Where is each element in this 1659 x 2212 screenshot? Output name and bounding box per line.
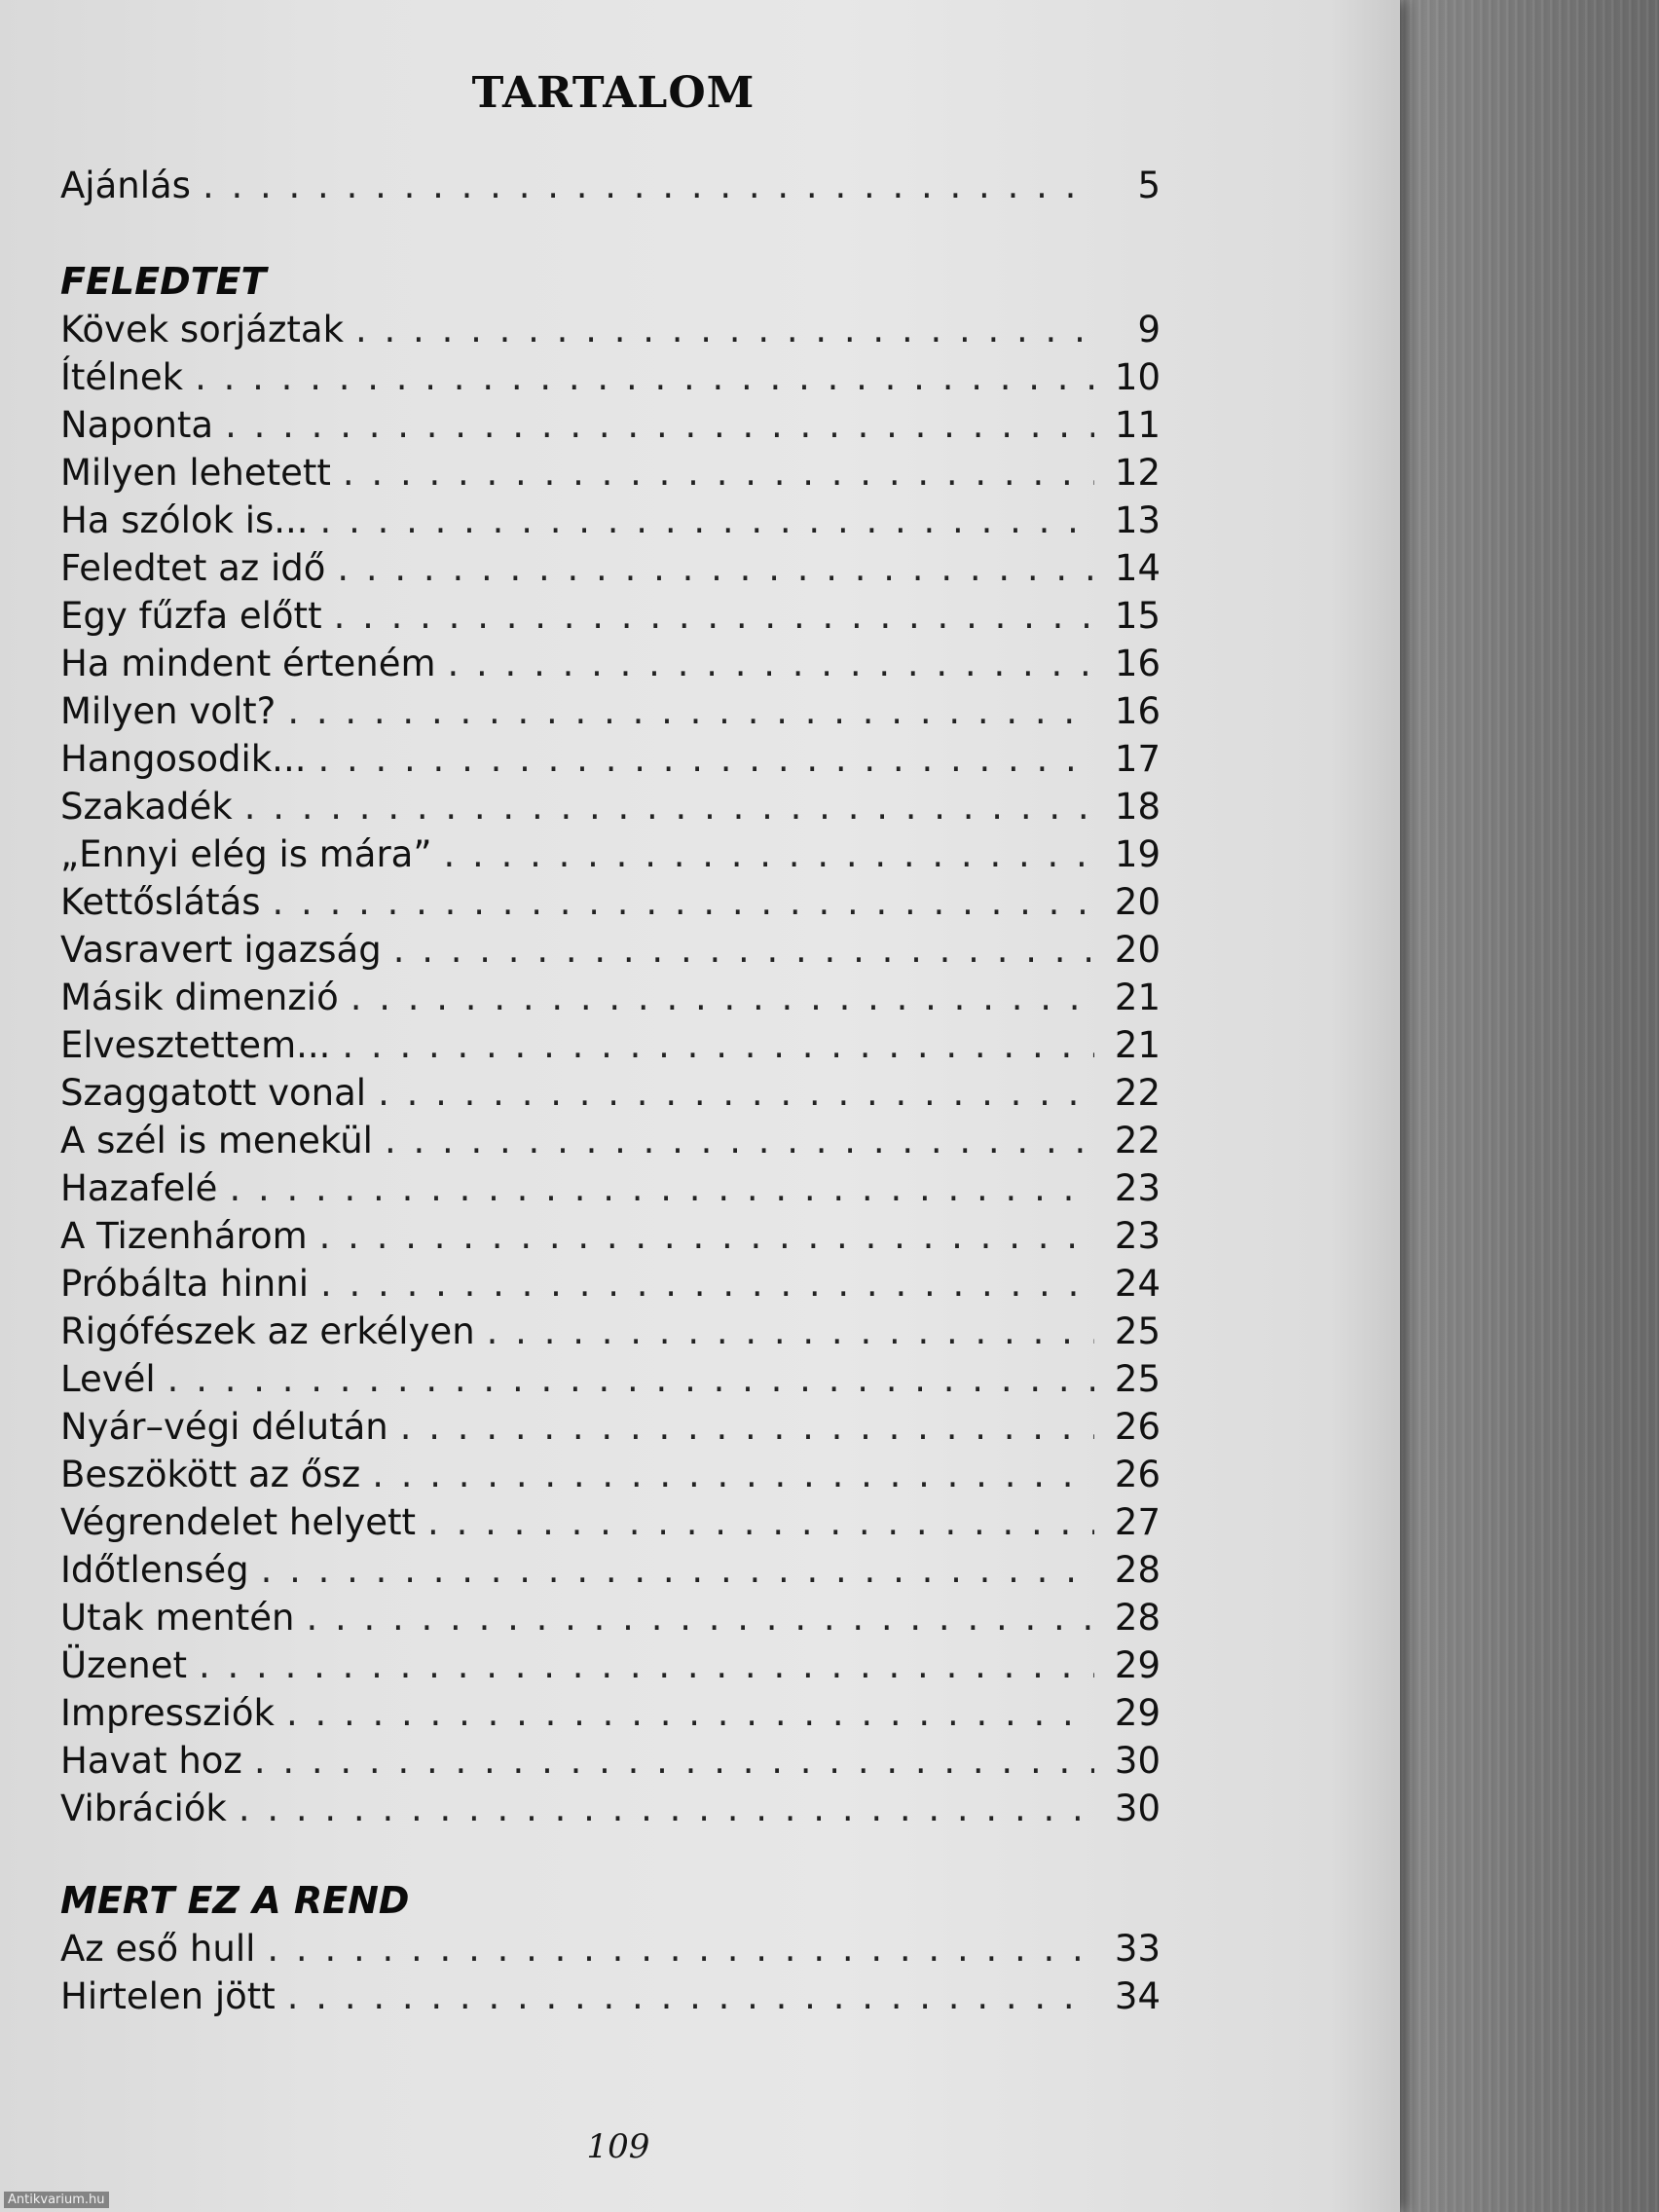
- toc-entry-page: 5: [1137, 165, 1161, 206]
- toc-entry: [60, 783, 1161, 830]
- toc-entry-title: Üzenet: [60, 1644, 187, 1686]
- toc-entry: [60, 640, 1161, 687]
- toc-entry-page: 26: [1114, 1406, 1161, 1448]
- dot-leader: [306, 1594, 1094, 1641]
- toc-entry-page: 28: [1114, 1597, 1161, 1639]
- section-heading: FELEDTET: [60, 260, 267, 303]
- toc-entry: [60, 1403, 1161, 1451]
- dot-leader: [239, 1785, 1094, 1832]
- section-entries: [60, 1925, 1161, 2020]
- dot-leader: [199, 1641, 1094, 1689]
- dot-leader: [448, 640, 1094, 687]
- toc-entry: [60, 1451, 1161, 1498]
- toc-entry-page: 14: [1114, 547, 1161, 589]
- toc-entry-page: 24: [1114, 1263, 1161, 1305]
- section-heading: MERT EZ A REND: [60, 1879, 410, 1922]
- toc-entry: [60, 1355, 1161, 1403]
- toc-entry-title: Ítélnek: [60, 356, 184, 398]
- toc-entry-page: 13: [1114, 499, 1161, 541]
- toc-entry: [60, 449, 1161, 497]
- toc-entry: [60, 1021, 1161, 1069]
- toc-entry: [60, 1498, 1161, 1546]
- toc-entry: [60, 1785, 1161, 1832]
- spacer: [60, 1832, 1161, 1877]
- toc-entry-page: 16: [1114, 643, 1161, 684]
- toc-entry-title: Másik dimenzió: [60, 977, 339, 1018]
- dot-leader: [254, 1737, 1094, 1785]
- dot-leader: [267, 1925, 1094, 1972]
- toc-entry-title: Kettőslátás: [60, 881, 261, 923]
- dot-leader: [355, 306, 1094, 353]
- toc-entry-page: 28: [1114, 1549, 1161, 1591]
- toc-entry-title: Hangosodik...: [60, 738, 307, 780]
- toc-entry: [60, 878, 1161, 926]
- dot-leader: [350, 974, 1094, 1021]
- dot-leader: [487, 1308, 1094, 1355]
- page-title: TARTALOM: [471, 68, 756, 118]
- toc-entry: [60, 974, 1161, 1021]
- toc-entry-intro: [60, 162, 1161, 209]
- toc-entry-title: Nyár–végi délután: [60, 1406, 388, 1448]
- toc-entry: [60, 306, 1161, 353]
- dot-leader: [400, 1403, 1094, 1451]
- dot-leader: [378, 1069, 1094, 1117]
- toc-entry-title: A szél is menekül: [60, 1120, 373, 1161]
- toc-entry: [60, 353, 1161, 401]
- toc-entry-page: 23: [1114, 1167, 1161, 1209]
- toc-entry-title: Hazafelé: [60, 1167, 218, 1209]
- toc-entry: [60, 1737, 1161, 1785]
- toc-entry-page: 21: [1114, 1024, 1161, 1066]
- dot-leader: [372, 1451, 1094, 1498]
- dot-leader: [334, 592, 1094, 640]
- toc-entry: [60, 830, 1161, 878]
- toc-entry-page: 33: [1114, 1928, 1161, 1970]
- toc-entry-page: 30: [1114, 1740, 1161, 1782]
- dot-leader: [287, 687, 1094, 735]
- toc-entry: [60, 1594, 1161, 1641]
- toc-entry-page: 22: [1114, 1120, 1161, 1161]
- dot-leader: [393, 926, 1094, 974]
- dot-leader: [203, 162, 1094, 209]
- toc-entry: [60, 1260, 1161, 1308]
- toc-entry-page: 25: [1114, 1358, 1161, 1400]
- toc-entry-title: Az eső hull: [60, 1928, 256, 1970]
- dot-leader: [244, 783, 1094, 830]
- dot-leader: [343, 449, 1094, 497]
- toc-entry-page: 30: [1114, 1788, 1161, 1829]
- toc-entry-title: Impressziók: [60, 1692, 275, 1734]
- toc-entry-title: Hirtelen jött: [60, 1975, 276, 2017]
- toc-entry-title: Elvesztettem...: [60, 1024, 331, 1066]
- dot-leader: [273, 878, 1094, 926]
- toc-entry: [60, 497, 1161, 544]
- toc-entry-title: Vasravert igazság: [60, 929, 382, 971]
- toc-entry-title: „Ennyi elég is mára”: [60, 833, 432, 875]
- toc-entry-title: Ha mindent érteném: [60, 643, 436, 684]
- toc-entry: [60, 401, 1161, 449]
- toc-entry-page: 34: [1114, 1975, 1161, 2017]
- toc-entry-title: Beszökött az ősz: [60, 1454, 361, 1495]
- toc-entry: [60, 687, 1161, 735]
- toc-entry-title: A Tizenhárom: [60, 1215, 308, 1257]
- toc-entry-page: 17: [1114, 738, 1161, 780]
- toc-entry-title: Kövek sorjáztak: [60, 309, 345, 350]
- dot-leader: [319, 1212, 1094, 1260]
- toc-entry-title: Milyen volt?: [60, 690, 276, 732]
- watermark: Antikvarium.hu: [4, 2192, 109, 2208]
- dot-leader: [342, 1021, 1094, 1069]
- toc-entry-title: Feledtet az idő: [60, 547, 326, 589]
- toc-entry-title: Időtlenség: [60, 1549, 249, 1591]
- toc-entry-page: 12: [1114, 452, 1161, 494]
- page-number: 109: [586, 2127, 650, 2166]
- dot-leader: [261, 1546, 1094, 1594]
- dot-leader: [444, 830, 1094, 878]
- toc-entry-page: 10: [1114, 356, 1161, 398]
- dot-leader: [385, 1117, 1094, 1164]
- toc-entry-page: 16: [1114, 690, 1161, 732]
- toc-entry-page: 19: [1114, 833, 1161, 875]
- dot-leader: [195, 353, 1094, 401]
- toc-entry-page: 21: [1114, 977, 1161, 1018]
- toc-entry-page: 26: [1114, 1454, 1161, 1495]
- dot-leader: [229, 1164, 1094, 1212]
- toc-entry: [60, 592, 1161, 640]
- toc-entry-title: Havat hoz: [60, 1740, 242, 1782]
- toc-entry-title: Végrendelet helyett: [60, 1501, 417, 1543]
- toc-entry: [60, 1689, 1161, 1737]
- dot-leader: [427, 1498, 1094, 1546]
- toc-entry-page: 25: [1114, 1310, 1161, 1352]
- toc-entry-page: 27: [1114, 1501, 1161, 1543]
- toc-entry-page: 29: [1114, 1644, 1161, 1686]
- toc-entry-page: 29: [1114, 1692, 1161, 1734]
- toc-entry: [60, 1117, 1161, 1164]
- dot-leader: [286, 1689, 1094, 1737]
- toc-entry-title: Milyen lehetett: [60, 452, 331, 494]
- dot-leader: [320, 1260, 1094, 1308]
- section-entries: [60, 306, 1161, 1832]
- toc-entry: [60, 1972, 1161, 2020]
- dot-leader: [320, 497, 1094, 544]
- toc-entry-title: Egy fűzfa előtt: [60, 595, 322, 637]
- toc-entry-title: Levél: [60, 1358, 156, 1400]
- dot-leader: [225, 401, 1094, 449]
- table-of-contents: [60, 162, 1161, 2020]
- toc-entry-title: Utak mentén: [60, 1597, 295, 1639]
- toc-entry-title: Naponta: [60, 404, 214, 446]
- toc-entry-title: Ajánlás: [60, 165, 191, 206]
- toc-entry: [60, 735, 1161, 783]
- toc-entry: [60, 1164, 1161, 1212]
- dot-leader: [287, 1972, 1094, 2020]
- toc-entry-title: Ha szólok is...: [60, 499, 309, 541]
- background-surface: [1392, 0, 1659, 2212]
- toc-entry-page: 9: [1137, 309, 1161, 350]
- toc-entry: [60, 926, 1161, 974]
- toc-entry: [60, 1546, 1161, 1594]
- toc-entry: [60, 1069, 1161, 1117]
- toc-entry: [60, 1308, 1161, 1355]
- toc-entry-title: Vibrációk: [60, 1788, 227, 1829]
- spacer: [60, 209, 1161, 258]
- toc-entry-page: 15: [1114, 595, 1161, 637]
- toc-entry-page: 11: [1114, 404, 1161, 446]
- dot-leader: [337, 544, 1094, 592]
- toc-entry-title: Szaggatott vonal: [60, 1072, 367, 1114]
- toc-entry: [60, 1641, 1161, 1689]
- toc-entry-title: Rigófészek az erkélyen: [60, 1310, 475, 1352]
- toc-entry-page: 23: [1114, 1215, 1161, 1257]
- toc-entry-title: Próbálta hinni: [60, 1263, 309, 1305]
- toc-entry-title: Szakadék: [60, 786, 233, 828]
- toc-entry-page: 22: [1114, 1072, 1161, 1114]
- toc-entry: [60, 1925, 1161, 1972]
- toc-entry-page: 20: [1114, 881, 1161, 923]
- toc-entry-page: 18: [1114, 786, 1161, 828]
- toc-entry: [60, 544, 1161, 592]
- dot-leader: [167, 1355, 1094, 1403]
- toc-entry-page: 20: [1114, 929, 1161, 971]
- dot-leader: [317, 735, 1094, 783]
- toc-entry: [60, 1212, 1161, 1260]
